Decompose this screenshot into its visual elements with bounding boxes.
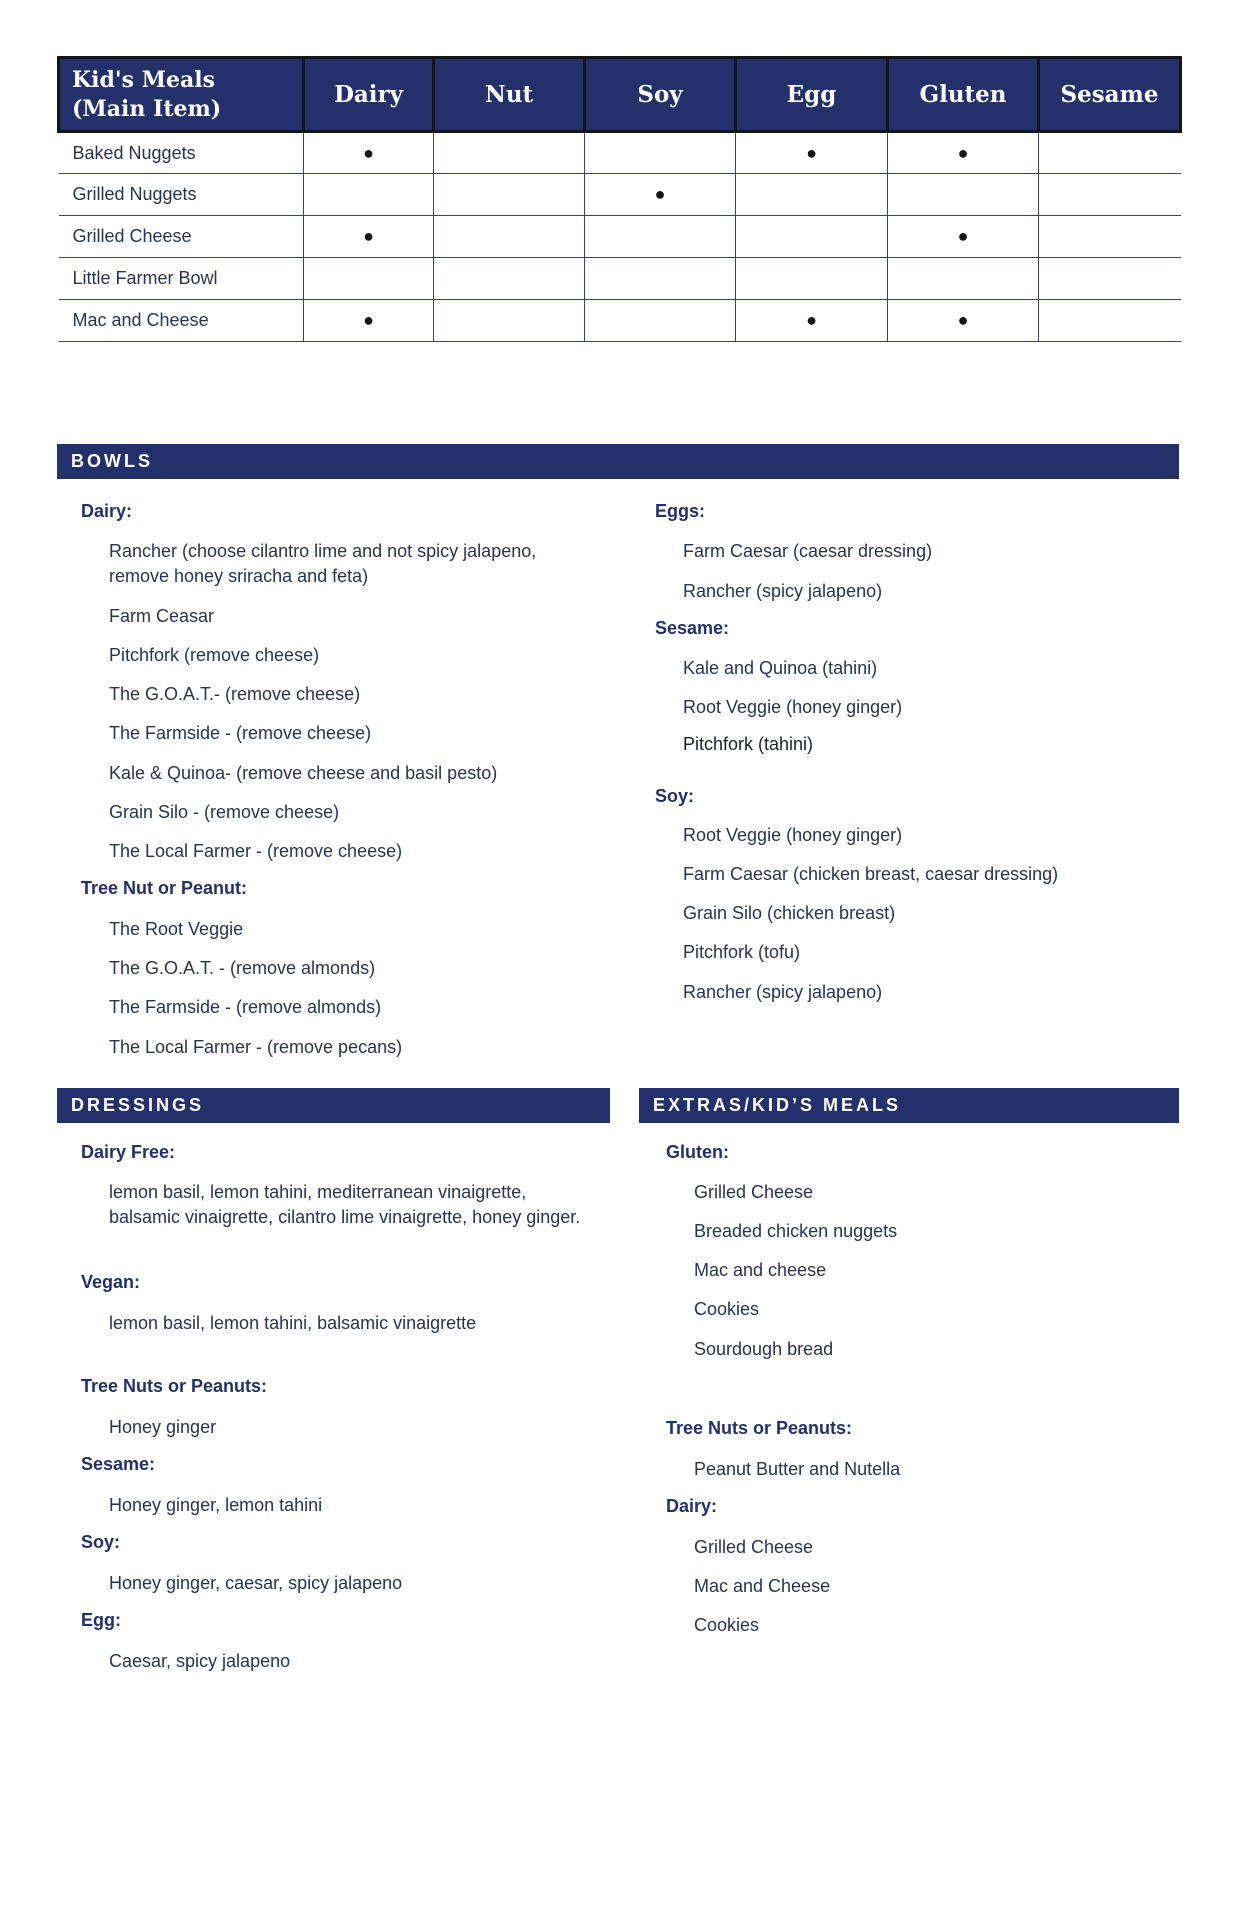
- list-item: Rancher (choose cilantro lime and not spicy jalapeno, remove honey sriracha and feta): [109, 541, 537, 586]
- extras-gluten-heading: Gluten:: [666, 1142, 729, 1162]
- list-item: Farm Ceasar: [109, 606, 215, 626]
- soy-cell: [585, 216, 736, 258]
- dairy-cell: [304, 174, 434, 216]
- table-row: [59, 258, 1181, 300]
- list-item: Grain Silo (chicken breast): [683, 903, 896, 923]
- egg-cell: [736, 258, 888, 300]
- list-item: Grilled Cheese: [694, 1182, 814, 1202]
- gluten-cell: [888, 300, 1039, 342]
- nut-cell: [434, 174, 585, 216]
- sesame-cell: [1039, 300, 1181, 342]
- kids-meals-allergen-table: [57, 56, 1182, 342]
- dairy-cell: [304, 300, 434, 342]
- row-item-name: Grilled Nuggets: [59, 174, 304, 216]
- list-item: The G.O.A.T. - (remove almonds): [109, 958, 376, 978]
- bowls-eggs-heading: Eggs:: [655, 501, 706, 521]
- list-item: Farm Caesar (caesar dressing): [683, 541, 933, 561]
- header-dairy: Dairy: [304, 58, 434, 132]
- table-row: [59, 174, 1181, 216]
- header-nut: Nut: [434, 58, 585, 132]
- dressings-egg-heading: Egg:: [81, 1610, 121, 1630]
- list-item: Cookies: [694, 1299, 760, 1319]
- list-item: The Root Veggie: [109, 919, 244, 939]
- list-item: Pitchfork (tahini): [683, 734, 814, 754]
- list-item: Honey ginger, caesar, spicy jalapeno: [109, 1573, 403, 1593]
- sesame-cell: [1039, 132, 1181, 174]
- list-item: The G.O.A.T.- (remove cheese): [109, 684, 361, 704]
- bowls-dairy-heading: Dairy:: [81, 501, 133, 521]
- soy-cell: [585, 300, 736, 342]
- extras-dairy-heading: Dairy:: [666, 1496, 718, 1516]
- dressings-section-bar: DRESSINGS: [57, 1088, 610, 1123]
- allergen-dot: ●: [957, 310, 969, 330]
- egg-cell: [736, 132, 888, 174]
- dressings-sesame-heading: Sesame:: [81, 1454, 156, 1474]
- table-row: [59, 216, 1181, 258]
- allergen-dot: ●: [363, 310, 374, 330]
- table-row: [59, 300, 1181, 342]
- list-item: Root Veggie (honey ginger): [683, 825, 903, 845]
- extras-nuts-heading: Tree Nuts or Peanuts:: [666, 1418, 853, 1438]
- list-item: Grilled Cheese: [694, 1537, 814, 1557]
- header-sesame: Sesame: [1039, 58, 1181, 132]
- list-item: Rancher (spicy jalapeno): [683, 581, 883, 601]
- row-item-name: Grilled Cheese: [59, 216, 304, 258]
- gluten-cell: [888, 216, 1039, 258]
- soy-cell: [585, 132, 736, 174]
- extras-section-bar: EXTRAS/KID’S MEALS: [639, 1088, 1179, 1123]
- allergen-dot: ●: [363, 226, 374, 246]
- bowls-section-bar: BOWLS: [57, 444, 1179, 479]
- list-item: Sourdough bread: [694, 1339, 834, 1359]
- list-item: The Local Farmer - (remove pecans): [109, 1037, 403, 1057]
- row-item-name: Little Farmer Bowl: [59, 258, 304, 300]
- sesame-cell: [1039, 216, 1181, 258]
- list-item: The Local Farmer - (remove cheese): [109, 841, 403, 861]
- header-egg: Egg: [736, 58, 888, 132]
- list-item: Farm Caesar (chicken breast, caesar dressing): [683, 864, 1059, 884]
- nut-cell: [434, 132, 585, 174]
- soy-cell: [585, 174, 736, 216]
- header-main-item: Kid's Meals (Main Item): [59, 58, 304, 132]
- allergen-dot: ●: [806, 142, 817, 163]
- allergen-dot: ●: [957, 226, 969, 246]
- dressings-dairy-free-heading: Dairy Free:: [81, 1142, 176, 1162]
- gluten-cell: [888, 132, 1039, 174]
- dairy-cell: [304, 216, 434, 258]
- list-item: Grain Silo - (remove cheese): [109, 802, 340, 822]
- row-item-name: Mac and Cheese: [59, 300, 304, 342]
- nut-cell: [434, 300, 585, 342]
- list-item: The Farmside - (remove almonds): [109, 997, 382, 1017]
- list-item: The Farmside - (remove cheese): [109, 723, 372, 743]
- list-item: Breaded chicken nuggets: [694, 1221, 898, 1241]
- header-gluten: Gluten: [888, 58, 1039, 132]
- allergen-dot: ●: [806, 310, 817, 330]
- bowls-sesame-heading: Sesame:: [655, 618, 730, 638]
- list-item: Kale and Quinoa (tahini): [683, 658, 878, 678]
- list-item: Rancher (spicy jalapeno): [683, 982, 883, 1002]
- allergen-dot: ●: [957, 142, 969, 163]
- list-item: lemon basil, lemon tahini, balsamic vinaigrette: [109, 1313, 477, 1333]
- list-item: Pitchfork (remove cheese): [109, 645, 320, 665]
- table-header-row: [59, 58, 1181, 132]
- list-item: Pitchfork (tofu): [683, 942, 801, 962]
- list-item: Kale & Quinoa- (remove cheese and basil pesto): [109, 763, 498, 783]
- bowls-soy-heading: Soy:: [655, 786, 695, 806]
- bowls-nut-heading: Tree Nut or Peanut:: [81, 878, 248, 898]
- list-item: Honey ginger, lemon tahini: [109, 1495, 323, 1515]
- list-item: Peanut Butter and Nutella: [694, 1459, 901, 1479]
- sesame-cell: [1039, 174, 1181, 216]
- gluten-cell: [888, 174, 1039, 216]
- sesame-cell: [1039, 258, 1181, 300]
- list-item: Caesar, spicy jalapeno: [109, 1651, 291, 1671]
- egg-cell: [736, 174, 888, 216]
- list-item: Mac and Cheese: [694, 1576, 831, 1596]
- egg-cell: [736, 216, 888, 258]
- list-item: lemon basil, lemon tahini, mediterranean vinaigrette, balsamic vinaigrette, cilantro lime vinaigrette, honey ginger.: [109, 1182, 581, 1227]
- table-row: [59, 132, 1181, 174]
- gluten-cell: [888, 258, 1039, 300]
- list-item: Cookies: [694, 1615, 760, 1635]
- dairy-cell: [304, 132, 434, 174]
- nut-cell: [434, 216, 585, 258]
- allergen-dot: ●: [363, 142, 374, 163]
- soy-cell: [585, 258, 736, 300]
- dressings-vegan-heading: Vegan:: [81, 1272, 141, 1292]
- dressings-soy-heading: Soy:: [81, 1532, 121, 1552]
- list-item: Mac and cheese: [694, 1260, 827, 1280]
- allergen-dot: ●: [654, 184, 666, 204]
- dressings-nuts-heading: Tree Nuts or Peanuts:: [81, 1376, 268, 1396]
- list-item: Honey ginger: [109, 1417, 217, 1437]
- dairy-cell: [304, 258, 434, 300]
- header-soy: Soy: [585, 58, 736, 132]
- row-item-name: Baked Nuggets: [59, 132, 304, 174]
- nut-cell: [434, 258, 585, 300]
- list-item: Root Veggie (honey ginger): [683, 697, 903, 717]
- egg-cell: [736, 300, 888, 342]
